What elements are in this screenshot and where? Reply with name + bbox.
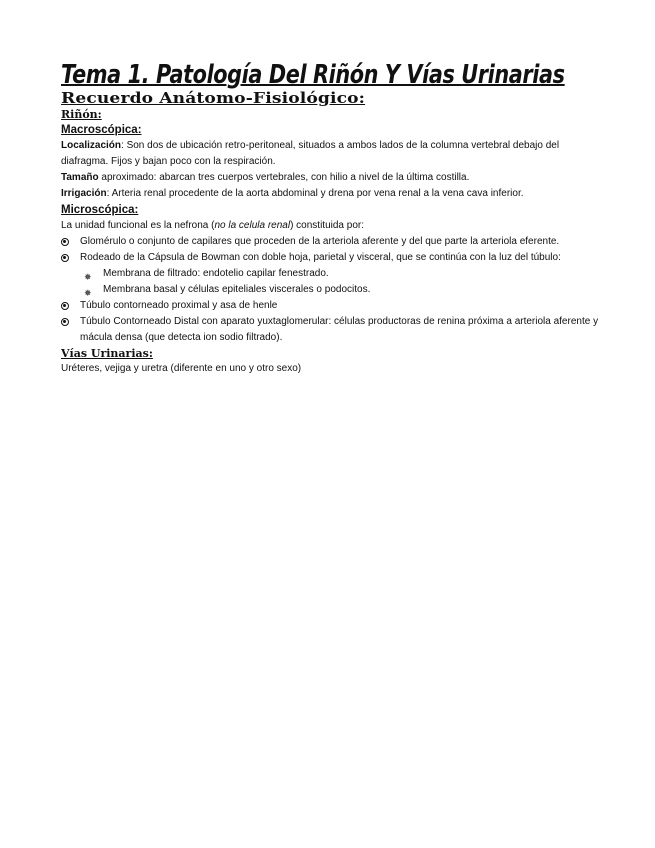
bullet-icon bbox=[61, 254, 69, 262]
irrigacion-text: : Arteria renal procedente de la aorta abdominal y drena por vena renal a la vena cava inferior. bbox=[106, 188, 524, 199]
micro-intro-b: ) constituida por: bbox=[290, 220, 364, 231]
rinon-heading: Riñón: bbox=[61, 108, 102, 121]
list-item bbox=[61, 234, 601, 250]
bullet-icon bbox=[61, 302, 69, 310]
macro-heading: Macroscópica: bbox=[61, 124, 142, 136]
micro-intro-a: La unidad funcional es la nefrona ( bbox=[61, 220, 215, 231]
list-item bbox=[61, 250, 601, 266]
micro-sublist bbox=[61, 266, 601, 298]
tamano-paragraph bbox=[61, 170, 601, 186]
list-item bbox=[61, 314, 601, 346]
vias-text: Uréteres, vejiga y uretra (diferente en uno y otro sexo) bbox=[61, 363, 302, 374]
micro-list bbox=[61, 234, 601, 266]
list-item-text: Glomérulo o conjunto de capilares que proceden de la arteriola aferente y del que parte la arteriola eferente. bbox=[80, 236, 560, 247]
list-item-text: Túbulo contorneado proximal y asa de henle bbox=[80, 300, 278, 311]
sub-bullet-icon: ✸ bbox=[84, 272, 92, 282]
document-title: Tema 1. Patología Del Riñón Y Vías Urinarias bbox=[61, 60, 565, 90]
bullet-icon bbox=[61, 318, 69, 326]
irrigacion-label: Irrigación bbox=[61, 188, 107, 199]
localizacion-label: Localización bbox=[61, 140, 122, 151]
sub-bullet-icon: ✸ bbox=[84, 288, 92, 298]
micro-intro bbox=[61, 218, 601, 234]
sublist-item-text: Membrana de filtrado: endotelio capilar fenestrado. bbox=[103, 268, 329, 279]
sublist-item-text: Membrana basal y células epiteliales viscerales o podocitos. bbox=[103, 284, 371, 295]
vias-heading: Vías Urinarias: bbox=[61, 347, 153, 360]
micro-heading: Microscópica: bbox=[61, 204, 139, 216]
bullet-icon bbox=[61, 238, 69, 246]
list-item-text: Túbulo Contorneado Distal con aparato yuxtaglomerular: células productoras de renina próxima a arteriola aferente y mácula densa (que detecta ion sodio filtrado). bbox=[80, 316, 599, 343]
irrigacion-paragraph bbox=[61, 186, 601, 202]
list-item bbox=[61, 298, 601, 314]
list-item-text: Rodeado de la Cápsula de Bowman con doble hoja, parietal y visceral, que se continúa con la luz del túbulo: bbox=[80, 252, 561, 263]
micro-list-2 bbox=[61, 298, 601, 346]
sublist-item bbox=[61, 282, 601, 298]
tamano-text: aproximado: abarcan tres cuerpos vertebrales, con hilio a nivel de la última costilla. bbox=[98, 172, 470, 183]
tamano-label: Tamaño bbox=[61, 172, 99, 183]
micro-intro-italic: no la celula renal bbox=[214, 220, 291, 231]
sublist-item bbox=[61, 266, 601, 282]
localizacion-paragraph bbox=[61, 138, 601, 170]
section-heading: Recuerdo Anátomo-Fisiológico: bbox=[61, 90, 366, 107]
document-page bbox=[61, 58, 601, 377]
localizacion-text: : Son dos de ubicación retro-peritoneal, situados a ambos lados de la columna vertebral debajo del diafragma. Fijos y bajan poco con la respiración. bbox=[61, 140, 560, 167]
